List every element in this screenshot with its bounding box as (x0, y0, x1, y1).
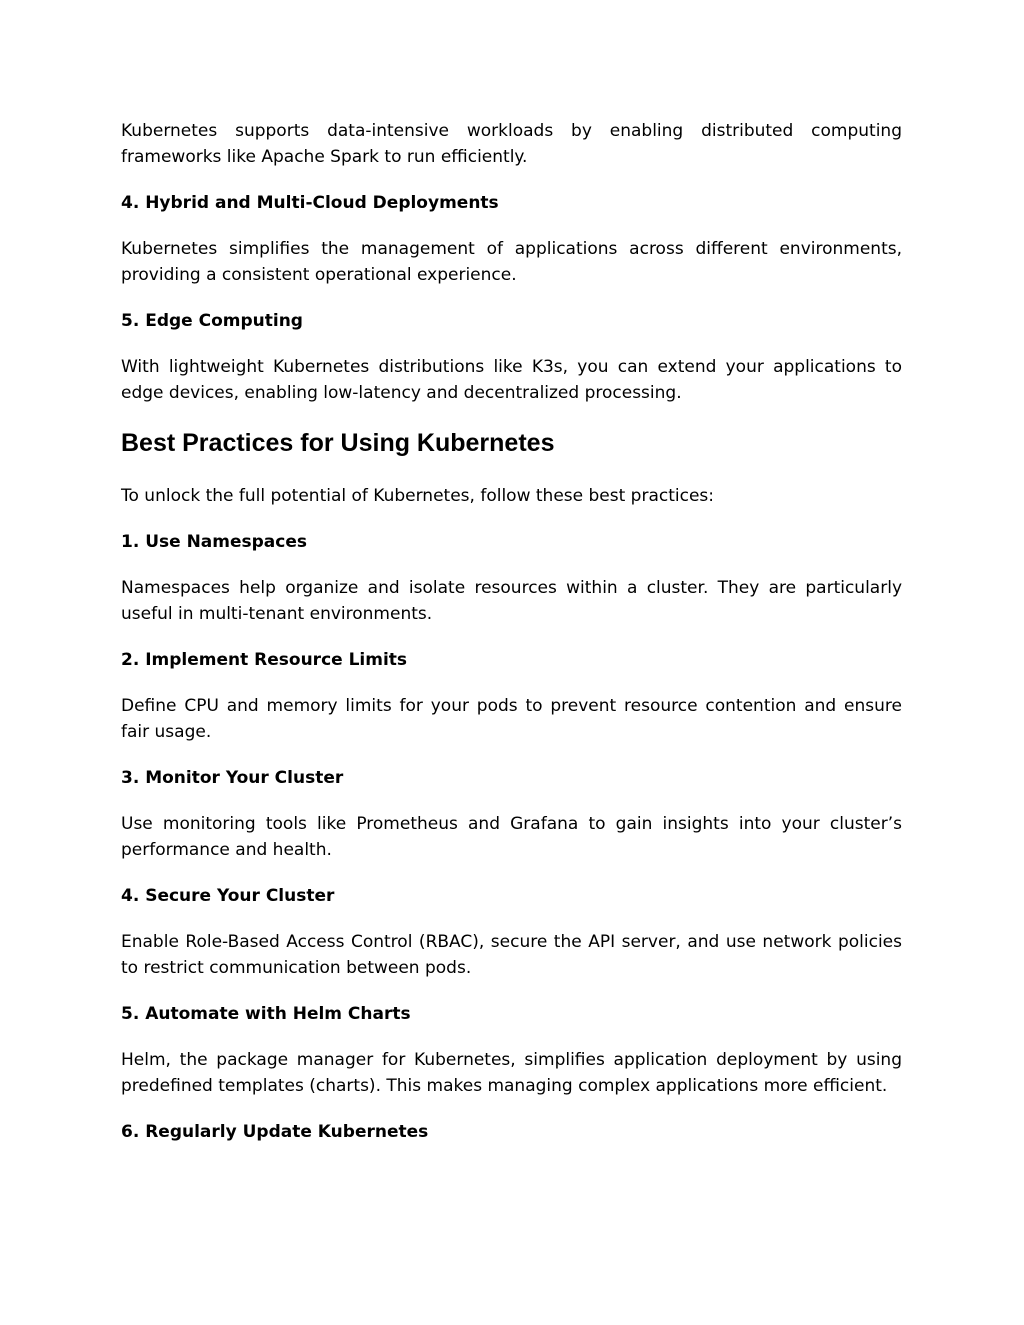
subheading-hybrid-multi-cloud: 4. Hybrid and Multi-Cloud Deployments (121, 193, 499, 213)
subheading-namespaces: 1. Use Namespaces (121, 532, 308, 552)
paragraph-resource-limits: Define CPU and memory limits for your pods to prevent resource contention and ensure fair usage. (121, 696, 902, 742)
paragraph-namespaces: Namespaces help organize and isolate resources within a cluster. They are particularly useful in multi-tenant environments. (121, 578, 902, 624)
subheading-secure-cluster: 4. Secure Your Cluster (121, 886, 335, 906)
subheading-resource-limits: 2. Implement Resource Limits (121, 650, 408, 670)
paragraph-best-practices-intro: To unlock the full potential of Kubernetes, follow these best practices: (121, 486, 714, 506)
subheading-monitor-cluster: 3. Monitor Your Cluster (121, 768, 344, 788)
paragraph-hybrid-multi-cloud: Kubernetes simplifies the management of applications across different environments, providing a consistent operational experience. (121, 239, 902, 285)
section-heading-best-practices: Best Practices for Using Kubernetes (121, 429, 555, 457)
subheading-update-kubernetes: 6. Regularly Update Kubernetes (121, 1122, 429, 1142)
paragraph-monitor-cluster: Use monitoring tools like Prometheus and Grafana to gain insights into your cluster’s performance and health. (121, 814, 902, 860)
subheading-edge-computing: 5. Edge Computing (121, 311, 303, 331)
document-body (121, 118, 902, 1165)
paragraph-helm-charts: Helm, the package manager for Kubernetes, simplifies application deployment by using predefined templates (charts). This makes managing complex applications more efficient. (121, 1050, 902, 1096)
subheading-helm-charts: 5. Automate with Helm Charts (121, 1004, 411, 1024)
paragraph-secure-cluster: Enable Role-Based Access Control (RBAC), secure the API server, and use network policies to restrict communication between pods. (121, 932, 902, 978)
paragraph-edge-computing: With lightweight Kubernetes distributions like K3s, you can extend your applications to edge devices, enabling low-latency and decentralized processing. (121, 357, 902, 403)
paragraph-spark: Kubernetes supports data-intensive workloads by enabling distributed computing frameworks like Apache Spark to run efficiently. (121, 121, 902, 167)
